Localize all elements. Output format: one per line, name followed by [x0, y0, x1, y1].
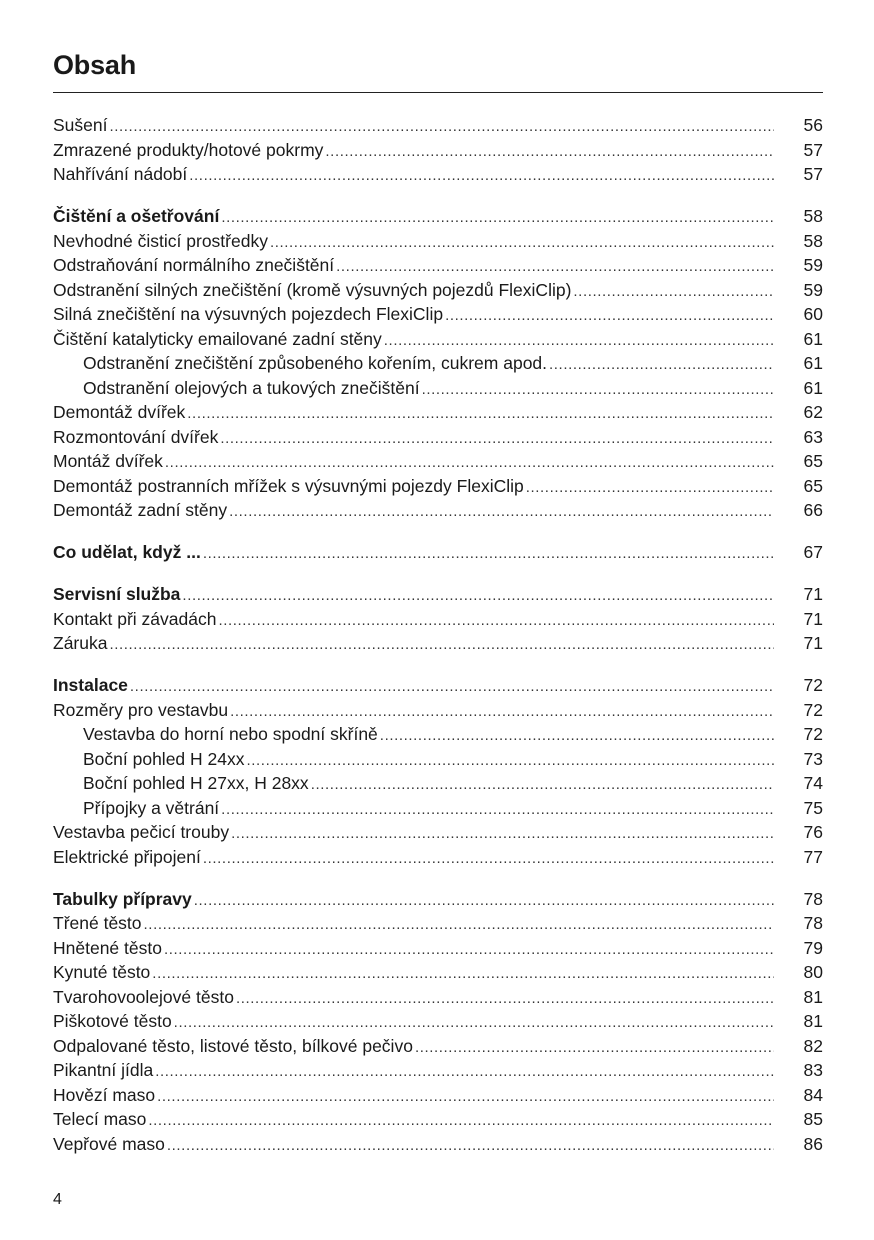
page-number: 4: [53, 1191, 62, 1208]
toc-entry[interactable]: [53, 302, 823, 327]
dot-leader: [325, 140, 774, 165]
toc-entry-page: 66: [803, 500, 823, 520]
dot-leader: [247, 749, 775, 774]
toc-entry-page: 72: [803, 675, 823, 695]
toc-entry[interactable]: [53, 327, 823, 352]
toc-entry-title: Tvarohovoolejové těsto: [53, 986, 234, 1007]
toc-entry[interactable]: [53, 1034, 823, 1059]
toc-section: [53, 582, 823, 656]
toc-entry-title: Servisní služba: [53, 584, 181, 604]
toc-entry-title: Elektrické připojení: [53, 846, 201, 867]
dot-leader: [187, 402, 774, 427]
toc-entry-title: Instalace: [53, 675, 128, 695]
toc-entry-page: 61: [803, 328, 823, 349]
dot-leader: [549, 353, 774, 378]
dot-leader: [203, 542, 774, 567]
toc-entry-title: Odpalované těsto, listové těsto, bílkové pečivo: [53, 1035, 413, 1056]
dot-leader: [445, 304, 774, 329]
dot-leader: [130, 675, 774, 700]
toc-entry[interactable]: [53, 1083, 823, 1108]
toc-entry-title: Silná znečištění na výsuvných pojezdech FlexiClip: [53, 304, 444, 324]
toc-entry[interactable]: [53, 960, 823, 985]
toc-entry-title: Kontakt při závadách: [53, 608, 217, 629]
toc-entry-page: 65: [803, 475, 823, 496]
toc-entry-page: 72: [803, 699, 823, 720]
toc-entry[interactable]: [53, 820, 823, 845]
dot-leader: [270, 231, 774, 256]
toc-entry-page: 71: [803, 584, 823, 604]
toc-entry-page: 85: [803, 1109, 823, 1129]
toc-section: [53, 204, 823, 523]
toc-entry-title: Montáž dvířek: [53, 451, 163, 471]
table-of-contents: [53, 113, 823, 1174]
toc-heading-entry[interactable]: [53, 540, 823, 565]
toc-entry-page: 58: [803, 206, 823, 226]
dot-leader: [203, 847, 774, 872]
toc-entry-title: Zmrazené produkty/hotové pokrmy: [53, 139, 324, 160]
toc-entry-title: Demontáž postranních mřížek s výsuvnými pojezdy FlexiClip: [53, 475, 524, 496]
toc-entry-title: Hovězí maso: [53, 1084, 156, 1105]
toc-entry-title: Demontáž dvířek: [53, 402, 186, 422]
toc-entry[interactable]: [53, 1132, 823, 1157]
dot-leader: [182, 584, 774, 609]
toc-entry[interactable]: [53, 985, 823, 1010]
toc-section: [53, 540, 823, 565]
toc-entry-title: Záruka: [53, 633, 108, 653]
toc-subentry[interactable]: [53, 351, 823, 376]
toc-entry-page: 71: [803, 608, 823, 629]
toc-entry[interactable]: [53, 845, 823, 870]
toc-entry-title: Odstranění znečištění způsobeného kořením, cukrem apod.: [83, 353, 548, 373]
dot-leader: [155, 1060, 774, 1085]
toc-entry[interactable]: [53, 607, 823, 632]
toc-entry-page: 78: [803, 913, 823, 933]
toc-entry-page: 74: [803, 773, 823, 793]
toc-entry[interactable]: [53, 498, 823, 523]
toc-entry-title: Rozměry pro vestavbu: [53, 699, 229, 720]
toc-entry[interactable]: [53, 1009, 823, 1034]
toc-entry-title: Telecí maso: [53, 1109, 147, 1129]
toc-entry-page: 77: [803, 846, 823, 867]
toc-entry-title: Pikantní jídla: [53, 1060, 154, 1080]
toc-entry-title: Třené těsto: [53, 913, 142, 933]
toc-subentry[interactable]: [53, 376, 823, 401]
dot-leader: [157, 1085, 774, 1110]
toc-entry-title: Tabulky přípravy: [53, 888, 192, 909]
toc-entry-page: 56: [803, 115, 823, 135]
toc-entry[interactable]: [53, 400, 823, 425]
toc-entry[interactable]: [53, 138, 823, 163]
dot-leader: [220, 427, 774, 452]
toc-entry-title: Vestavba do horní nebo spodní skříně: [83, 724, 378, 744]
toc-entry-page: 59: [803, 279, 823, 300]
dot-leader: [189, 164, 774, 189]
dot-leader: [336, 255, 774, 280]
toc-heading-entry[interactable]: [53, 887, 823, 912]
toc-entry-page: 81: [803, 986, 823, 1007]
dot-leader: [384, 329, 774, 354]
toc-entry[interactable]: [53, 1058, 823, 1083]
toc-entry-page: 67: [803, 542, 823, 562]
dot-leader: [526, 476, 774, 501]
toc-entry-title: Čištění a ošetřování: [53, 206, 220, 226]
toc-entry-page: 86: [803, 1133, 823, 1154]
dot-leader: [152, 962, 774, 987]
toc-entry-title: Rozmontování dvířek: [53, 426, 219, 447]
toc-subentry[interactable]: [53, 747, 823, 772]
dot-leader: [164, 938, 774, 963]
toc-entry[interactable]: [53, 449, 823, 474]
toc-entry-title: Sušení: [53, 115, 108, 135]
toc-entry[interactable]: [53, 936, 823, 961]
toc-entry-title: Čištění katalyticky emailované zadní stěny: [53, 328, 382, 349]
title-divider: [53, 92, 823, 93]
dot-leader: [231, 822, 774, 847]
toc-entry-title: Co udělat, když ...: [53, 542, 201, 562]
toc-subentry[interactable]: [53, 771, 823, 796]
dot-leader: [109, 115, 774, 140]
toc-entry-page: 76: [803, 822, 823, 842]
toc-entry-page: 61: [803, 353, 823, 373]
toc-entry-page: 57: [803, 139, 823, 160]
toc-entry[interactable]: [53, 278, 823, 303]
dot-leader: [165, 451, 774, 476]
toc-entry-title: Odstranění silných znečištění (kromě výsuvných pojezdů FlexiClip): [53, 279, 572, 300]
toc-heading-entry[interactable]: [53, 673, 823, 698]
toc-entry-page: 75: [803, 797, 823, 818]
toc-entry[interactable]: [53, 162, 823, 187]
toc-entry-title: Kynuté těsto: [53, 962, 151, 982]
dot-leader: [218, 609, 774, 634]
toc-entry-title: Odstranění olejových a tukových znečištění: [83, 377, 420, 398]
toc-entry[interactable]: [53, 229, 823, 254]
toc-entry-title: Demontáž zadní stěny: [53, 500, 228, 520]
toc-entry-page: 78: [803, 888, 823, 909]
toc-entry-page: 81: [803, 1011, 823, 1031]
toc-entry-title: Piškotové těsto: [53, 1011, 172, 1031]
toc-entry-page: 60: [803, 304, 823, 324]
toc-entry-page: 65: [803, 451, 823, 471]
toc-section: [53, 113, 823, 187]
toc-entry-page: 57: [803, 164, 823, 184]
toc-entry-title: Vepřové maso: [53, 1133, 165, 1154]
toc-entry-page: 63: [803, 426, 823, 447]
toc-entry-title: Přípojky a větrání: [83, 797, 220, 818]
toc-entry-page: 84: [803, 1084, 823, 1105]
toc-entry-title: Vestavba pečicí trouby: [53, 822, 230, 842]
toc-subentry[interactable]: [53, 796, 823, 821]
dot-leader: [415, 1036, 774, 1061]
toc-entry[interactable]: [53, 474, 823, 499]
dot-leader: [236, 987, 774, 1012]
toc-heading-entry[interactable]: [53, 582, 823, 607]
dot-leader: [380, 724, 774, 749]
toc-entry-page: 71: [803, 633, 823, 653]
toc-entry-title: Hnětené těsto: [53, 937, 162, 958]
toc-entry-page: 82: [803, 1035, 823, 1056]
dot-leader: [144, 913, 774, 938]
toc-entry-page: 79: [803, 937, 823, 958]
dot-leader: [174, 1011, 774, 1036]
dot-leader: [167, 1134, 774, 1159]
toc-entry-title: Nevhodné čisticí prostředky: [53, 230, 268, 251]
dot-leader: [148, 1109, 774, 1134]
dot-leader: [194, 889, 774, 914]
dot-leader: [109, 633, 774, 658]
toc-entry-page: 80: [803, 962, 823, 982]
toc-entry[interactable]: [53, 253, 823, 278]
dot-leader: [230, 700, 774, 725]
toc-entry[interactable]: [53, 698, 823, 723]
toc-entry-page: 59: [803, 255, 823, 275]
toc-entry-page: 61: [803, 377, 823, 398]
toc-entry-page: 72: [803, 724, 823, 744]
toc-subentry[interactable]: [53, 722, 823, 747]
toc-entry[interactable]: [53, 425, 823, 450]
toc-section: [53, 887, 823, 1157]
toc-entry-title: Nahřívání nádobí: [53, 164, 188, 184]
dot-leader: [221, 798, 774, 823]
toc-entry[interactable]: [53, 911, 823, 936]
toc-entry-title: Boční pohled H 24xx: [83, 748, 245, 769]
toc-entry-page: 62: [803, 402, 823, 422]
toc-entry[interactable]: [53, 631, 823, 656]
toc-entry-page: 73: [803, 748, 823, 769]
toc-entry[interactable]: [53, 1107, 823, 1132]
toc-entry-page: 83: [803, 1060, 823, 1080]
toc-entry[interactable]: [53, 113, 823, 138]
dot-leader: [221, 206, 774, 231]
toc-entry-title: Boční pohled H 27xx, H 28xx: [83, 773, 309, 793]
toc-entry-page: 58: [803, 230, 823, 251]
toc-heading-entry[interactable]: [53, 204, 823, 229]
dot-leader: [422, 378, 774, 403]
page-title: Obsah: [53, 50, 137, 80]
toc-section: [53, 673, 823, 869]
dot-leader: [573, 280, 774, 305]
toc-entry-title: Odstraňování normálního znečištění: [53, 255, 335, 275]
dot-leader: [229, 500, 774, 525]
dot-leader: [311, 773, 774, 798]
